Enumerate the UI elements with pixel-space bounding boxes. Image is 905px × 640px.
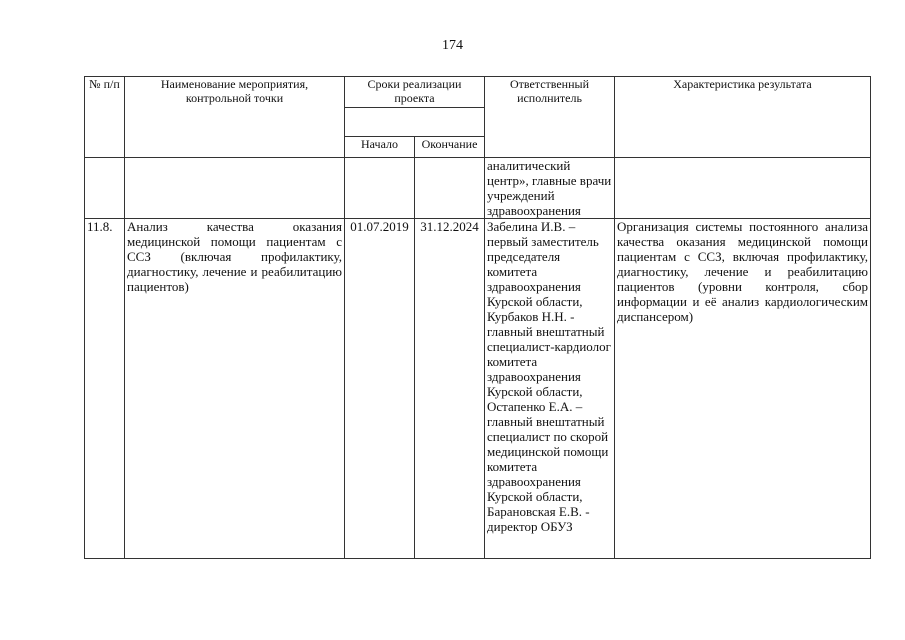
header-num: № п/п — [85, 77, 125, 158]
continued-result — [615, 158, 871, 219]
table-row — [85, 219, 871, 559]
continued-responsible: аналитический центр», главные врачи учреждений здравоохранения — [485, 158, 615, 219]
header-start: Начало — [345, 137, 415, 158]
header-terms-spacer — [345, 108, 485, 137]
row-end-date: 31.12.2024 — [415, 219, 485, 559]
continued-num — [85, 158, 125, 219]
table-header-row — [85, 77, 871, 108]
header-end: Окончание — [415, 137, 485, 158]
continued-end — [415, 158, 485, 219]
header-terms: Сроки реализации проекта — [345, 77, 485, 108]
row-result: Организация системы постоянного анализа качества оказания медицинской помощи пациентам с ССЗ, включая профилактику, диагностику, лечение и реабилитацию пациентов (уровни контроля, сбор информации и её анализ кардиологическим диспансером) — [615, 219, 871, 559]
continued-name — [125, 158, 345, 219]
row-name: Анализ качества оказания медицинской помощи пациентам с ССЗ (включая профилактику, диагностику, лечение и реабилитацию пациентов) — [125, 219, 345, 559]
row-start-date: 01.07.2019 — [345, 219, 415, 559]
table-row-continued — [85, 158, 871, 219]
row-num: 11.8. — [85, 219, 125, 559]
row-responsible: Забелина И.В. – первый заместитель председателя комитета здравоохранения Курской области, Курбаков Н.Н. - главный внештатный специалист-кардиолог комитета здравоохранения Курской области, Остапенко Е.А. – главный внештатный специалист по скорой медицинской помощи комитета здравоохранения Курской области, Барановская Е.В. - директор ОБУЗ — [485, 219, 615, 559]
page-number: 174 — [442, 38, 463, 53]
header-name: Наименование мероприятия, контрольной точки — [125, 77, 345, 158]
header-responsible: Ответственный исполнитель — [485, 77, 615, 158]
header-result: Характеристика результата — [615, 77, 871, 158]
project-plan-table — [84, 76, 871, 559]
continued-start — [345, 158, 415, 219]
